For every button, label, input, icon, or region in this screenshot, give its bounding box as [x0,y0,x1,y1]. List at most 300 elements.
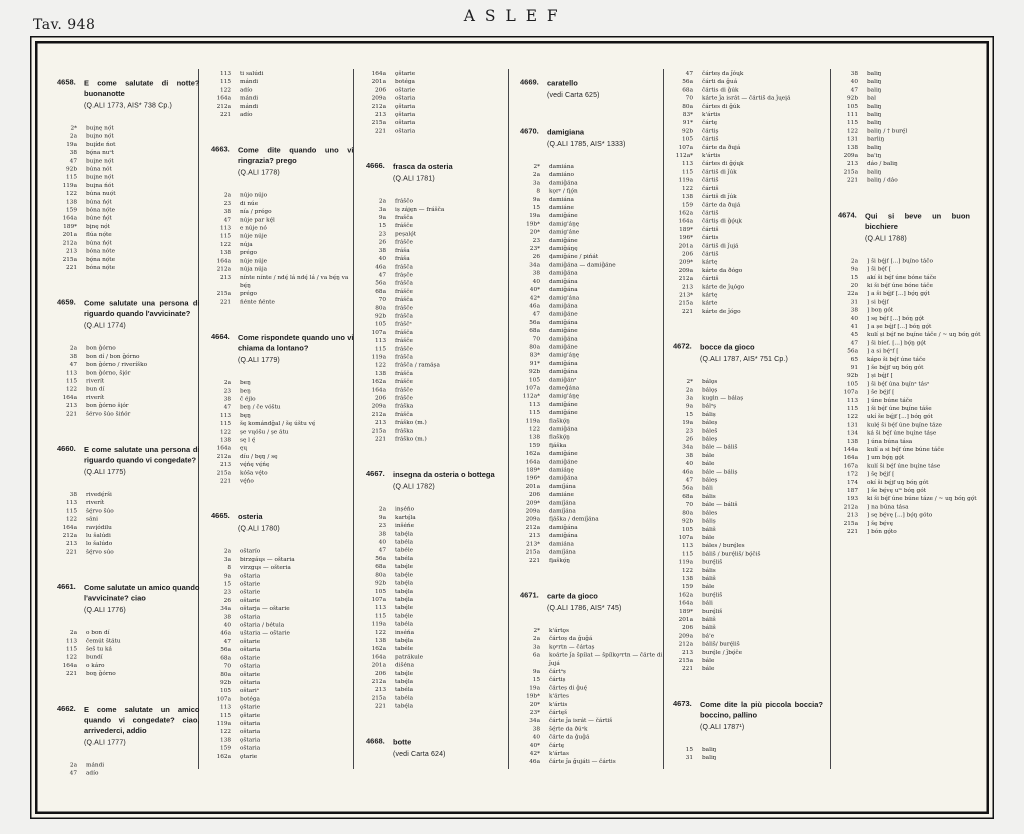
text-column-3 [366,69,509,759]
form-row [520,733,665,741]
form-row [520,642,665,650]
point-number: 122 [66,385,77,393]
form-row [673,233,823,241]
dialect-form: díu / bęŋ / sę [240,452,278,460]
dialect-form: čárte da ðujá [702,143,741,151]
point-number: 80a [375,303,386,311]
point-number: 107a [843,388,858,396]
form-row [366,246,509,254]
point-number: 92b [375,311,386,319]
entry-title [547,591,665,602]
form-row [838,289,994,297]
point-number: 164a [216,256,231,264]
entry-keyword: arrivederci [84,726,123,735]
form-row [838,519,994,527]
dialect-form: oštaria [240,612,261,620]
plate-frame [30,36,994,819]
dialect-form: ] și bę́jf [ [867,371,893,379]
form-row [838,273,994,281]
point-number: 2a [69,760,77,768]
point-number: 56a [529,318,540,326]
form-row [211,629,354,637]
form-row [366,603,509,611]
point-number: 26 [223,596,231,604]
dialect-form: báles [702,508,718,516]
point-number: 138 [220,248,231,256]
columns-container [38,44,987,812]
form-row [838,412,994,420]
entry-title [84,78,200,99]
dialect-form: bal [867,94,876,102]
dialect-form: čártiš di ǰúk [702,167,737,175]
point-number: 45 [850,330,858,338]
point-number: 209a [525,507,540,515]
dialect-form: birzgáųs — oštaria [240,555,295,563]
dialect-form: bįnę nọ́t [86,222,110,230]
form-row [838,306,994,314]
form-row [57,385,200,393]
dialect-form: ] ši bę́f [ [867,265,891,273]
point-number: 80a [220,670,231,678]
form-row [57,523,200,531]
form-row [673,159,823,167]
form-row [673,176,823,184]
dialect-form: núje núje [240,232,268,240]
form-row [366,529,509,537]
form-row [838,445,994,453]
entry-keyword: Qui si beve un buon bicchiere [865,211,970,231]
entry-reference: (Q.ALI 1774) [84,321,126,330]
point-number: 206 [375,394,386,401]
dialect-form: bálᵃș [702,402,717,410]
entry-keyword: osteria [238,512,263,522]
form-row [211,719,354,727]
form-row [673,525,823,533]
dialect-form: bále — báliș [702,467,738,475]
dialect-form: baliŋ [867,118,882,126]
form-row [211,727,354,735]
dialect-form: ] boŋ gót [867,306,894,314]
form-row [838,159,994,167]
point-number: 3a [685,394,693,401]
form-row [366,562,509,570]
dialect-form: k'ártis [702,151,721,159]
dialect-form: damiǧáne [549,449,578,457]
point-number: 40 [685,459,693,467]
point-number: 2a [69,132,77,140]
point-number: 164a [62,214,77,222]
dialect-form: bále [702,451,715,459]
point-number: 68a [529,326,540,334]
form-row [520,539,665,547]
form-row [673,377,823,385]
dialect-form: ] bón gǫ́to [867,527,897,535]
entry-keyword: buonanotte [84,89,125,98]
entry-keyword: damigiana [547,128,585,137]
entry-title [84,704,200,736]
dialect-form: vę́ńę vę́ńę [240,460,270,468]
form-row [520,285,665,293]
point-number: 115 [682,549,693,557]
point-number: 167a [843,461,858,469]
form-row [673,549,823,557]
dialect-form: virzgųs — ošteria [240,563,291,571]
form-row [673,184,823,192]
dialect-form: k'ártes [549,692,569,700]
dialect-form: bálǫș [702,385,718,393]
dialect-form: báliš / burę́liš/ bǫ́čiš [702,549,761,557]
point-number: 2a [223,547,231,555]
dialect-form: čártiș [702,126,719,134]
point-number: 105 [682,525,693,533]
form-row [673,664,823,672]
point-number: 215a [678,299,693,307]
dialect-form: baliŋ [702,745,717,753]
form-row [211,637,354,645]
form-row [673,443,823,451]
form-row [520,757,665,765]
form-row [211,555,354,563]
point-number: 122 [847,412,858,420]
dialect-form: bęŋ [240,411,251,419]
point-number: 221 [682,664,693,672]
form-row [57,238,200,246]
dialect-form: botéga [240,694,260,702]
dialect-form: beŋ [240,386,251,394]
dialect-form: báliș [702,517,716,525]
dialect-form: núja [240,240,253,248]
dialect-form: mándi [240,77,259,85]
point-number: 115 [847,118,858,126]
dialect-form: damiǧáne [549,400,578,408]
dialect-form: boŋ ǧórno [86,669,116,677]
form-row [366,579,509,587]
point-number: 105 [375,587,386,595]
dialect-form: frášče [395,287,413,295]
point-number: 92b [375,579,386,587]
form-row [211,77,354,85]
dialect-form: nínte nínte / ndę́ lá ndę́ lá / va bę́ŋ va bę́ŋ [240,273,349,289]
entry-keyword: pallino [732,710,758,720]
form-row [673,299,823,307]
point-number: 213 [682,282,693,290]
dialect-form: kárte de ǰųógo [702,282,745,290]
dialect-form: oštarie [240,637,261,645]
entry-keyword: insegna da osteria o bottega [393,470,495,480]
form-row [366,538,509,546]
point-number: 113 [220,224,231,232]
entry-number: 4660. [57,444,76,453]
form-row [366,336,509,344]
point-number: 138 [375,369,386,377]
point-number: 138 [682,192,693,200]
dialect-form: damiǧána [549,269,578,277]
form-row [673,631,823,639]
point-number: 215a [371,426,386,434]
point-number: 20 [850,281,858,289]
point-number: 162a [678,208,693,216]
entry-number: 4666. [366,161,385,171]
point-number: 2a [378,505,386,513]
point-number: 138 [682,574,693,582]
point-number: 2a [378,197,386,205]
dialect-form: inséńa [395,628,415,636]
text-column-6 [838,69,994,535]
point-number: 105 [682,135,693,143]
dialect-form: fįaškǫ́ŋ [549,556,570,564]
dialect-form: čártis [702,233,719,241]
point-number: 206 [529,490,540,498]
dialect-form: damig'áŋę [549,392,580,400]
form-row [57,156,200,164]
form-row [366,620,509,628]
dialect-form: lu šalúdi [86,531,111,539]
dialect-form: ] šę bę́jf [ [867,470,895,478]
point-number: 115 [66,376,77,384]
form-row [838,527,994,535]
point-number: 3a [532,642,540,650]
entry-4666 [366,162,509,184]
dialect-form: damiǧána [549,367,578,375]
dialect-form: tabéle [395,644,414,652]
form-row [673,394,823,402]
form-row [673,77,823,85]
dialect-form: fráščᵃ [395,320,412,328]
dialect-form: čártiș [549,675,566,683]
point-number: 38 [685,451,693,459]
dialect-form: frášče [395,377,413,385]
form-row [366,369,509,377]
form-row [838,478,994,486]
dialect-form: ] úne búne táče [867,396,913,404]
point-number: 115 [375,611,386,619]
form-row [520,228,665,236]
point-number: 209a [678,631,693,639]
form-row [366,677,509,685]
dialect-form: mándi [86,760,105,768]
form-row [520,507,665,515]
point-number: 122 [847,126,858,134]
dialect-form: oštaria [240,678,261,686]
form-row [366,693,509,701]
dialect-form: kǫᵖrtn — čártaș [549,642,595,650]
form-row [520,724,665,732]
entry-keyword: ciao [130,594,146,603]
entry-question: Come dite quando uno vi ringrazia? [238,146,354,166]
dialect-form: frášče [395,385,413,393]
point-number: 159 [682,200,693,208]
point-number: 215a [62,255,77,263]
form-row [838,470,994,478]
dialect-form: baliŋ / dáo [867,176,898,184]
point-number: 47 [69,769,77,777]
entry-question: E come salutate una persona di riguardo quando vi congedate? [84,445,200,465]
form-row [366,652,509,660]
form-row [673,290,823,298]
form-row [838,102,994,110]
form-row [838,486,994,494]
dialect-form: ] še bę́jf uŋ bóŋ gót [867,363,924,371]
form-row [211,452,354,460]
dialect-form: bon ǧórno [86,344,116,352]
point-number: 138 [66,197,77,205]
point-number: 40 [532,733,540,741]
dialect-form: tabę́le [395,611,414,619]
form-row [838,429,994,437]
dialect-form: oštarie [240,653,261,661]
dialect-form: buįno nọ́t [86,132,114,140]
point-number: 47 [378,546,386,554]
form-row [520,236,665,244]
dialect-form: bális [702,492,716,500]
dialect-form: báliș [702,410,716,418]
point-number: 42* [529,749,540,757]
point-number: 119a [371,352,386,360]
entry-number: 4658. [57,78,76,87]
entry-number: 4661. [57,582,76,592]
point-number: 122 [66,189,77,197]
point-number: 23 [223,199,231,207]
point-number: 164a [216,444,231,452]
dialect-form: ǫštaria [395,110,416,118]
point-number: 2* [686,377,693,385]
dialect-form: šeš tu ká [86,645,112,653]
entry-4674 [838,211,994,244]
dialect-form: ukí še bę́jf [...] bóŋ gót [867,412,933,420]
form-row [211,427,354,435]
entry-number: 4670. [520,127,539,136]
entry-4673 [673,699,823,732]
entry-4659 [57,298,200,331]
point-number: 92b [529,367,540,375]
dialect-form: bále [702,582,715,590]
point-number: 164a [62,393,77,401]
dialect-form: peșalǫ́t [395,229,417,237]
forms-list [57,490,200,556]
forms-list [211,191,354,306]
form-row [673,426,823,434]
dialect-form: frášča [395,352,413,360]
dialect-form: oštaria [240,744,261,752]
point-number: 47 [685,476,693,484]
point-number: 221 [847,176,858,184]
dialect-form: damiǰána [549,507,576,515]
form-row [673,459,823,467]
entry-reference: (Q.ALI 1785, AIS* 1333) [547,139,626,148]
entry-question: E come salutate un amico quando vi congedate? [84,705,200,725]
point-number: 213 [375,685,386,693]
dialect-form: bále — báliš [702,500,738,508]
dialect-form: oštaria [395,126,416,134]
form-row [366,205,509,213]
forms-list [520,626,665,765]
dialect-form: oštarja — oštarie [240,604,290,612]
form-row [673,102,823,110]
point-number: 105 [220,686,231,694]
forms-list [211,378,354,485]
entry-4665 [211,512,354,534]
form-row [520,170,665,178]
plate-number: Tav. 948 [33,16,96,33]
point-number: 164a [216,94,231,102]
dialect-form: damiána [549,162,574,170]
point-number: 113 [682,159,693,167]
form-row [520,433,665,441]
point-number: 122 [66,653,77,661]
entry-number: 4659. [57,298,76,307]
form-row [673,451,823,459]
dialect-form: frášča [395,410,413,418]
dialect-form: frášče [395,336,413,344]
form-row [366,262,509,270]
point-number: 46a [682,467,693,475]
form-row [838,126,994,134]
point-number: 189* [526,466,540,474]
form-row [673,517,823,525]
form-row [57,352,200,360]
form-row [520,651,665,667]
point-number: 68a [220,653,231,661]
form-row [366,254,509,262]
dialect-form: ǫštaria [395,102,416,110]
point-number: 212a [371,102,386,110]
point-number: 162a [216,752,231,760]
point-number: 212a [678,640,693,648]
form-row [57,490,200,498]
forms-list-continued [838,69,994,184]
point-number: 206 [375,85,386,93]
dialect-form: čártęš [549,708,568,716]
entry-keyword: botte [393,737,412,747]
dialect-form: baliŋ [867,77,882,85]
dialect-form: ǫštaria [240,735,261,743]
point-number: 164a [371,652,386,660]
dialect-form: búne ńọ́t [86,214,112,222]
point-number: 113 [682,541,693,549]
form-row [838,118,994,126]
forms-list [57,344,200,418]
point-number: 113 [220,69,231,77]
form-row [366,402,509,410]
form-row [211,703,354,711]
dialect-form: bon ǧórno / riveríško [86,360,148,368]
entry-title [84,583,200,604]
dialect-form: ǫštarie [240,711,261,719]
dialect-form: tabéla [395,620,414,628]
form-row [211,394,354,402]
point-number: 196* [526,474,540,482]
form-row [838,461,994,469]
entry-question: , [197,715,200,725]
form-row [57,769,200,777]
point-number: 115 [220,77,231,85]
dialect-form: ] ši bę́f úne bųíne táše [867,404,932,412]
dialect-form: damiǧána [549,277,578,285]
dialect-form: baliŋ [702,753,717,761]
form-row [211,386,354,394]
form-row [838,143,994,151]
point-number: 3a [223,555,231,563]
point-number: 112a* [522,392,540,400]
form-row [211,297,354,305]
form-row [838,330,994,338]
point-number: 40 [378,254,386,262]
dialect-form: adío [240,110,253,118]
dialect-form: buįíde ńot [86,140,116,148]
form-row [366,69,509,77]
form-row [673,69,823,77]
point-number: 221 [220,297,231,305]
